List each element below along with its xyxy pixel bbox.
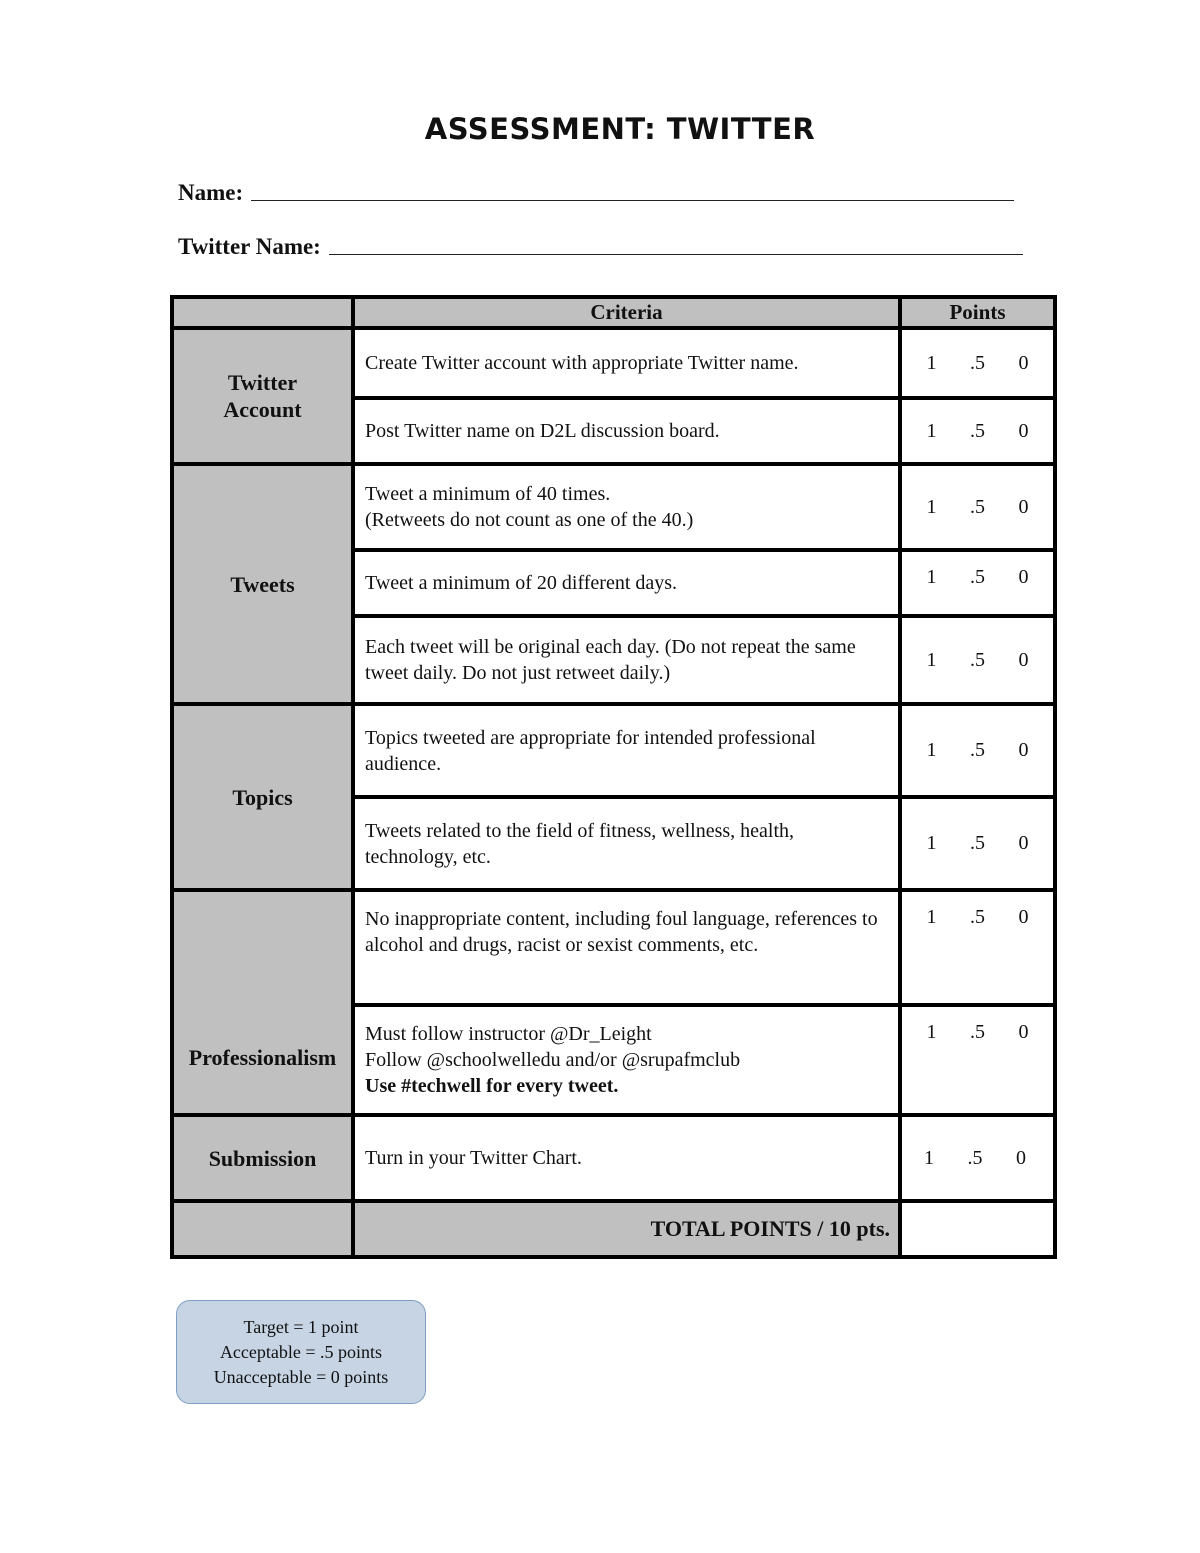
criterion-text: Create Twitter account with appropriate Twitter name. <box>353 328 900 398</box>
criterion-text: Each tweet will be original each day. (Do not repeat the same tweet daily. Do not just retweet daily.) <box>353 616 900 704</box>
twitter-name-field <box>178 234 1023 260</box>
point-1[interactable]: 1 <box>926 906 937 928</box>
points-options <box>900 398 1055 464</box>
criterion-text: Tweet a minimum of 20 different days. <box>353 550 900 616</box>
rubric-table <box>170 295 1057 1259</box>
category-submission: Submission <box>172 1115 353 1201</box>
criterion-line-hashtag: Use #techwell for every tweet. <box>365 1075 619 1097</box>
header-criteria: Criteria <box>353 297 900 328</box>
point-0[interactable]: 0 <box>1018 1021 1029 1043</box>
total-blank <box>172 1201 353 1257</box>
point-1[interactable]: 1 <box>926 566 937 588</box>
name-field <box>178 180 1014 206</box>
point-1[interactable]: 1 <box>926 1021 937 1043</box>
legend-acceptable: Acceptable = .5 points <box>219 1341 383 1362</box>
points-options <box>900 328 1055 398</box>
point-0[interactable]: 0 <box>1018 906 1029 928</box>
total-row <box>172 1201 1055 1257</box>
criterion-line: Follow @schoolwelledu and/or @srupafmclub <box>365 1049 741 1071</box>
point-0[interactable]: 0 <box>1018 739 1029 761</box>
points-options <box>900 890 1055 1005</box>
legend-target: Target = 1 point <box>243 1316 359 1337</box>
criterion-text <box>353 464 900 550</box>
name-blank-line[interactable] <box>251 199 1014 201</box>
table-row <box>172 328 1055 398</box>
total-points-input[interactable] <box>900 1201 1055 1257</box>
criterion-line: Tweet a minimum of 40 times. <box>365 483 611 505</box>
table-row <box>172 464 1055 550</box>
point-0[interactable]: 0 <box>1018 495 1029 518</box>
header-blank <box>172 297 353 328</box>
total-points-label: TOTAL POINTS / 10 pts. <box>353 1201 900 1257</box>
point-1[interactable]: 1 <box>926 495 937 518</box>
name-label: Name: <box>178 180 244 205</box>
points-options <box>900 797 1055 890</box>
point-1[interactable]: 1 <box>926 832 937 854</box>
point-half[interactable]: .5 <box>970 648 985 671</box>
criterion-text: Post Twitter name on D2L discussion board. <box>353 398 900 464</box>
point-half[interactable]: .5 <box>967 1146 983 1169</box>
twitter-name-label: Twitter Name: <box>178 234 321 259</box>
point-0[interactable]: 0 <box>1018 566 1029 588</box>
point-half[interactable]: .5 <box>970 739 985 761</box>
page-title: ASSESSMENT: TWITTER <box>424 112 816 146</box>
criterion-text <box>353 1005 900 1115</box>
point-0[interactable]: 0 <box>1018 351 1029 374</box>
points-options <box>900 1005 1055 1115</box>
twitter-name-blank-line[interactable] <box>329 253 1023 255</box>
point-1[interactable]: 1 <box>924 1146 934 1169</box>
points-options <box>900 616 1055 704</box>
criterion-text: Topics tweeted are appropriate for intended professional audience. <box>353 704 900 797</box>
point-half[interactable]: .5 <box>970 906 985 928</box>
header-row <box>172 297 1055 328</box>
table-row <box>172 890 1055 1005</box>
scoring-legend <box>176 1300 426 1404</box>
points-options <box>900 464 1055 550</box>
point-1[interactable]: 1 <box>926 351 937 374</box>
point-half[interactable]: .5 <box>970 566 985 588</box>
points-options <box>900 704 1055 797</box>
point-1[interactable]: 1 <box>926 419 937 442</box>
header-points: Points <box>900 297 1055 328</box>
point-half[interactable]: .5 <box>970 351 985 374</box>
point-half[interactable]: .5 <box>970 495 985 518</box>
point-0[interactable]: 0 <box>1018 832 1029 854</box>
category-professionalism: Professionalism <box>172 890 353 1115</box>
category-tweets: Tweets <box>172 464 353 704</box>
points-options <box>900 1115 1055 1201</box>
criterion-text: No inappropriate content, including foul language, references to alcohol and drugs, racist or sexist comments, etc. <box>353 890 900 1005</box>
point-half[interactable]: .5 <box>970 832 985 854</box>
point-half[interactable]: .5 <box>970 419 985 442</box>
point-1[interactable]: 1 <box>926 739 937 761</box>
criterion-text: Turn in your Twitter Chart. <box>353 1115 900 1201</box>
legend-unacceptable: Unacceptable = 0 points <box>213 1366 389 1387</box>
table-row <box>172 1115 1055 1201</box>
point-0[interactable]: 0 <box>1018 648 1029 671</box>
table-row <box>172 704 1055 797</box>
points-options <box>900 550 1055 616</box>
point-0[interactable]: 0 <box>1016 1146 1026 1169</box>
category-topics: Topics <box>172 704 353 890</box>
point-1[interactable]: 1 <box>926 648 937 671</box>
criterion-line: Must follow instructor @Dr_Leight <box>365 1023 652 1045</box>
criterion-text: Tweets related to the field of fitness, wellness, health, technology, etc. <box>353 797 900 890</box>
criterion-line: (Retweets do not count as one of the 40.) <box>365 509 694 531</box>
point-0[interactable]: 0 <box>1018 419 1029 442</box>
category-twitter-account: Twitter Account <box>172 328 353 464</box>
point-half[interactable]: .5 <box>970 1021 985 1043</box>
